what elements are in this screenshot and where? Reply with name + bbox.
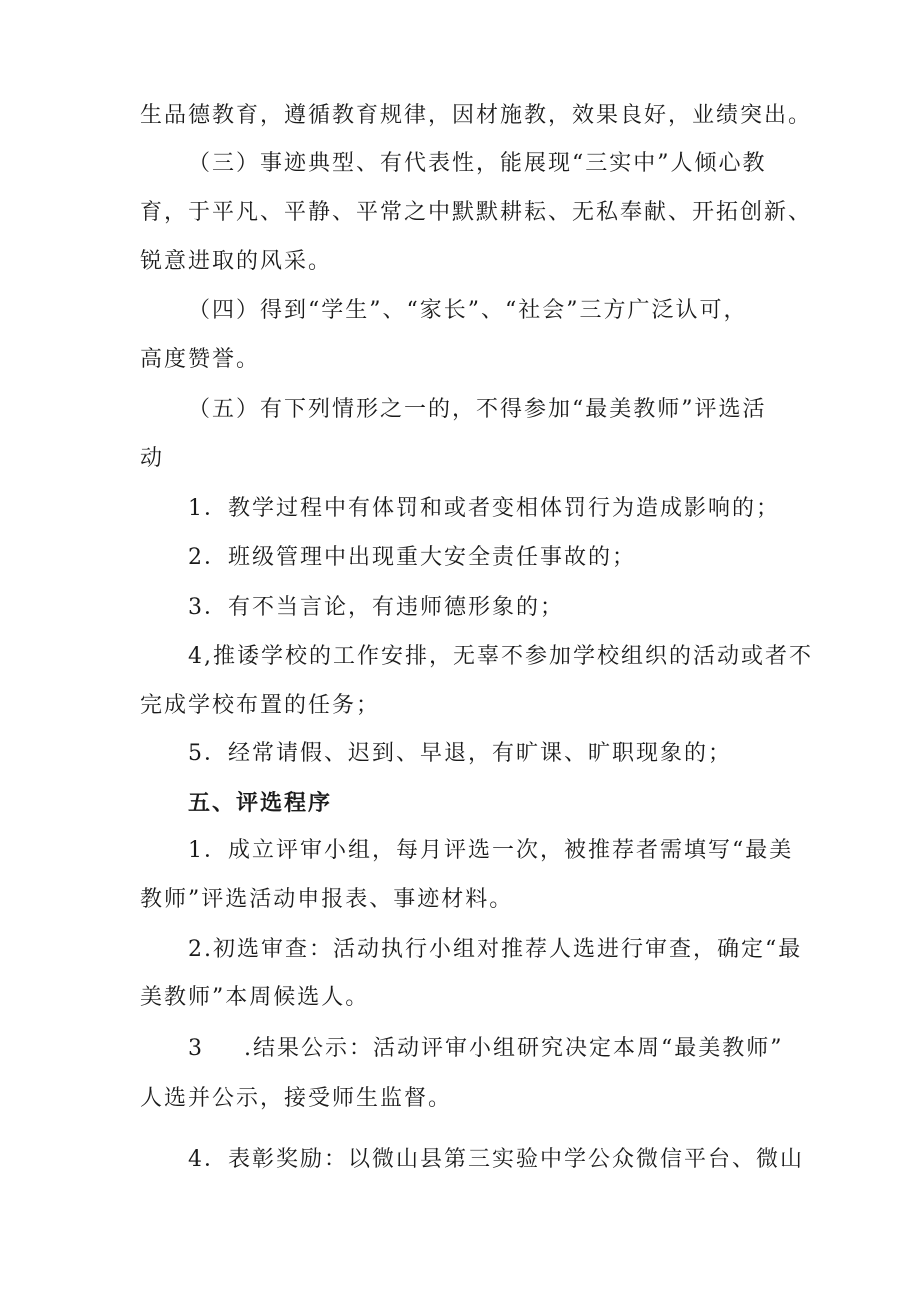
text-line — [0, 340, 920, 380]
text-line — [0, 96, 920, 136]
line-text: 育，于平凡、平静、平常之中默默耕耘、无私奉献、开拓创新、 — [140, 200, 813, 225]
line-text: 高度赞誉。 — [140, 347, 261, 372]
text-line — [0, 291, 920, 331]
text-line — [0, 390, 920, 430]
line-text: 1．教学过程中有体罚和或者变相体罚行为造成影响的； — [188, 496, 780, 521]
text-line — [0, 1079, 920, 1119]
section-heading — [0, 783, 920, 823]
line-text: （五）有下列情形之一的，不得参加“最美教师”评选活 — [188, 397, 767, 422]
text-line — [0, 880, 920, 920]
line-text: 教师”评选活动申报表、事迹材料。 — [140, 887, 514, 912]
line-text: 动 — [140, 446, 165, 471]
text-line — [0, 439, 920, 479]
text-line — [0, 1140, 920, 1180]
line-text: 美教师”本周候选人。 — [140, 985, 370, 1010]
line-text: 1．成立评审小组，每月评选一次，被推荐者需填写“最美 — [188, 838, 794, 863]
line-text: 2．班级管理中出现重大安全责任事故的； — [188, 545, 636, 570]
text-line — [0, 242, 920, 282]
line-text: （三）事迹典型、有代表性，能展现“三实中”人倾心教 — [188, 151, 767, 176]
text-line — [0, 978, 920, 1018]
list-number: 3 — [188, 1036, 204, 1061]
line-text: 五、评选程序 — [188, 790, 333, 816]
line-text: .结果公示：活动评审小组研究决定本周“最美教师” — [244, 1036, 784, 1061]
text-line — [0, 637, 920, 677]
text-line — [0, 538, 920, 578]
text-line — [0, 193, 920, 233]
line-text: 完成学校布置的任务； — [140, 693, 381, 718]
text-line — [0, 686, 920, 726]
line-text: 人选并公示，接受师生监督。 — [140, 1086, 453, 1111]
line-text: 5．经常请假、迟到、早退，有旷课、旷职现象的； — [188, 741, 732, 766]
text-line — [0, 144, 920, 184]
line-text: 3．有不当言论，有违师德形象的； — [188, 595, 564, 620]
text-line — [0, 831, 920, 871]
line-text: 4,推诿学校的工作安排，无辜不参加学校组织的活动或者不 — [188, 644, 813, 669]
line-text: 2.初选审查：活动执行小组对推荐人选进行审查，确定“最 — [188, 937, 803, 962]
text-line — [0, 930, 920, 970]
text-line — [0, 734, 920, 774]
line-text: （四）得到“学生”、“家长”、“社会”三方广泛认可， — [188, 298, 748, 323]
line-text: 4．表彰奖励：以微山县第三实验中学公众微信平台、微山 — [188, 1147, 804, 1172]
text-line — [0, 489, 920, 529]
text-line — [0, 1029, 920, 1069]
line-text: 锐意进取的风采。 — [140, 249, 333, 274]
text-line — [0, 588, 920, 628]
line-text: 生品德教育，遵循教育规律，因材施教，效果良好，业绩突出。 — [140, 103, 813, 128]
